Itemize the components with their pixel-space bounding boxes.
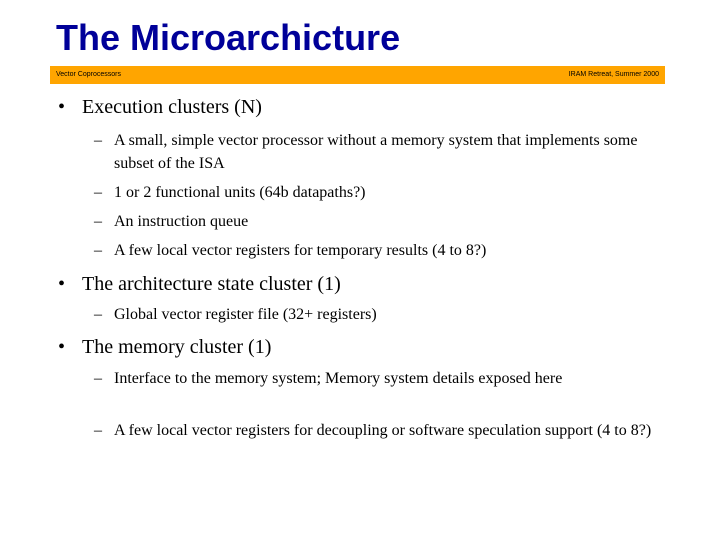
sub-bullet (94, 239, 664, 262)
dash-glyph: – (94, 184, 102, 201)
bullet-text: The architecture state cluster (1) (82, 273, 341, 295)
sub-bullet-text: An instruction queue (114, 213, 249, 230)
header-right-text: IRAM Retreat, Summer 2000 (568, 71, 659, 78)
bullet-glyph: • (58, 273, 66, 295)
sub-bullet (94, 419, 664, 442)
sub-bullet (94, 129, 664, 175)
sub-bullet (94, 303, 664, 326)
dash-glyph: – (94, 132, 102, 149)
bullet-glyph: • (58, 96, 66, 118)
dash-glyph: – (94, 306, 102, 323)
sub-bullet-text: A small, simple vector processor without a memory system that implements some subset of the ISA (114, 132, 638, 172)
sub-bullet-text: 1 or 2 functional units (64b datapaths?) (114, 184, 366, 201)
dash-glyph: – (94, 370, 102, 387)
sub-bullet-text: A few local vector registers for temporary results (4 to 8?) (114, 242, 487, 259)
sub-bullet (94, 210, 664, 233)
sub-bullet-text: Global vector register file (32+ registers) (114, 306, 377, 323)
dash-glyph: – (94, 213, 102, 230)
bullet-text: The memory cluster (1) (82, 336, 272, 358)
dash-glyph: – (94, 422, 102, 439)
slide-title: The Microarchicture (56, 17, 401, 58)
bullet-text: Execution clusters (N) (82, 96, 262, 118)
sub-bullet-text: A few local vector registers for decoupling or software speculation support (4 to 8?) (114, 422, 652, 439)
sub-bullet (94, 367, 664, 390)
sub-bullet (94, 181, 664, 204)
bullet-glyph: • (58, 336, 66, 358)
header-left-text: Vector Coprocessors (56, 71, 121, 78)
header-bar (50, 66, 665, 84)
sub-bullet-text: Interface to the memory system; Memory system details exposed here (114, 370, 563, 387)
dash-glyph: – (94, 242, 102, 259)
